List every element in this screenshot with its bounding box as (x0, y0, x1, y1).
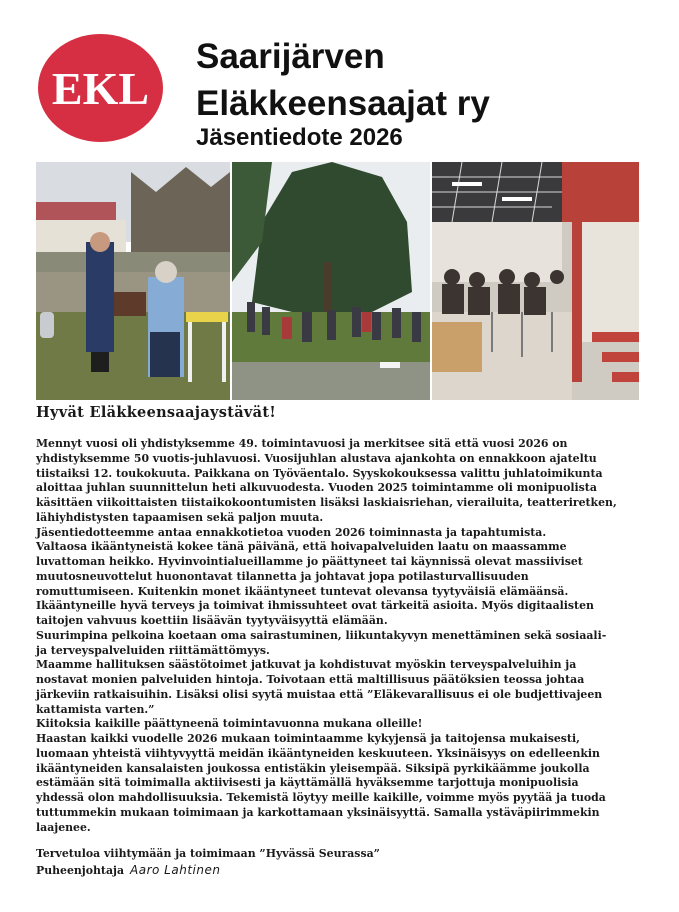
body-line: nostavat monien palveluiden hintoja. Toivotaan että maltillisuus päätöksien teossa johtaa (36, 673, 585, 686)
handwritten-signature: Aaro Lahtinen (130, 863, 221, 877)
body-line: Jäsentiedotteemme antaa ennakkotietoa vuoden 2026 toiminnasta ja tapahtumista. (36, 525, 547, 539)
outdoor-grill-photo (36, 162, 230, 400)
body-line: Suurimpina pelkoina koetaan oma sairastuminen, liikuntakyvyn menettäminen sekä sosiaali- (36, 628, 607, 642)
body-line: aloittaa juhlan suunnittelun heti alkuvuodesta. Vuoden 2025 toimintamme oli monipuolista (36, 481, 597, 495)
body-line: ikääntyneiden kansalaisten joukossa entistäkin yleisempää. Siksipä pyrkikäämme joukolla (36, 761, 590, 775)
body-line: estämään sitä toimimalla aktiivisesti ja käyttämällä hyväksemme tarjottuja monipuolisia (36, 776, 579, 790)
body-line: kattamista varten.” (36, 702, 155, 716)
body-line: tuttummekin mukaan toimimaan ja karkottamaan yksinäisyyttä. Samalla ystäväpiirimmekin (36, 805, 600, 819)
outdoor-gathering-photo (232, 162, 430, 400)
body-line: Haastan kaikki vuodelle 2026 mukaan toimintaamme kykyjensä ja taitojensa mukaisesti, (36, 732, 580, 745)
body-line: yhdessä olon mahdollisuuksia. Tekemistä löytyy meille kaikille, voimme myös pyytää ja tuoda (36, 791, 606, 804)
organization-title (196, 33, 490, 127)
body-line: järkeviin ratkaisuihin. Lisäksi olisi syytä muistaa että ”Eläkevarallisuus ei ole budjettivajeen (36, 687, 603, 701)
closing-block (36, 846, 380, 879)
body-line: taitojen vahvuus koettiin lisäävän tyytyväisyyttä elämään. (36, 614, 388, 627)
body-line: Kiitoksia kaikille päättyneenä toimintavuonna mukana olleille! (36, 717, 423, 731)
body-line: Valtaosa ikääntyneistä kokee tänä päivänä, että hoivapalveluiden laatu on maassamme (36, 540, 567, 554)
body-line: Maamme hallituksen säästötoimet jatkuvat ja kohdistuvat myöskin terveyspalveluihin ja (36, 658, 577, 672)
chairperson-role: Puheenjohtaja (36, 864, 125, 877)
body-line: käsittäen viikoittaisten tiistaikokoontumisten lisäksi laskiaisriehan, vierailuita, teatteriretken, (36, 496, 617, 509)
body-line: lähiyhdistysten tapaamisen sekä paljon muuta. (36, 510, 324, 524)
body-line: luomaan yhteistä viihtyvyyttä meidän ikääntyneiden keskuuteen. Yksinäisyys on edelleenkin (36, 746, 600, 760)
closing-line: Tervetuloa viihtymään ja toimimaan ”Hyvässä Seurassa” (36, 847, 380, 860)
newsletter-subtitle: Jäsentiedote 2026 (196, 124, 403, 151)
body-line: luvattoman heikko. Hyvinvointialueillamme jo päättyneet tai käynnissä olevat massiiviset (36, 555, 583, 568)
logo-text: EKL (51, 62, 150, 114)
body-line: tiistaiksi 12. toukokuuta. Paikkana on Työväentalo. Syyskokouksessa valittu juhlatoimikunta (36, 466, 603, 480)
newsletter-body (36, 437, 636, 835)
body-line: muutosneuvottelut huonontavat tilannetta ja johtavat jopa potilasturvallisuuden (36, 569, 529, 583)
body-line: Ikääntyneille hyvä terveys ja toimivat ihmissuhteet ovat tärkeitä asioita. Myös digitaalisten (36, 599, 594, 613)
title-line-2: Eläkkeensaajat ry (196, 84, 490, 123)
body-line: romuttumiseen. Kuitenkin monet ikääntyneet tuntevat olevansa tyytyväisiä elämäänsä. (36, 584, 569, 598)
body-line: yhdistyksemme 50 vuotis-juhlavuosi. Vuosijuhlan alustava ajankohta on ennakkoon ajateltu (36, 451, 597, 465)
indoor-meeting-photo (432, 162, 639, 400)
ekl-logo (38, 34, 163, 142)
greeting-heading: Hyvät Eläkkeensaajaystävät! (36, 404, 276, 421)
signature-line (36, 862, 380, 879)
body-line: ja terveyspalveluiden riittämättömyys. (36, 643, 270, 657)
body-line: Mennyt vuosi oli yhdistyksemme 49. toimintavuosi ja merkitsee sitä että vuosi 2026 on (36, 437, 568, 450)
title-line-1: Saarijärven (196, 37, 385, 76)
body-line: laajenee. (36, 820, 91, 834)
